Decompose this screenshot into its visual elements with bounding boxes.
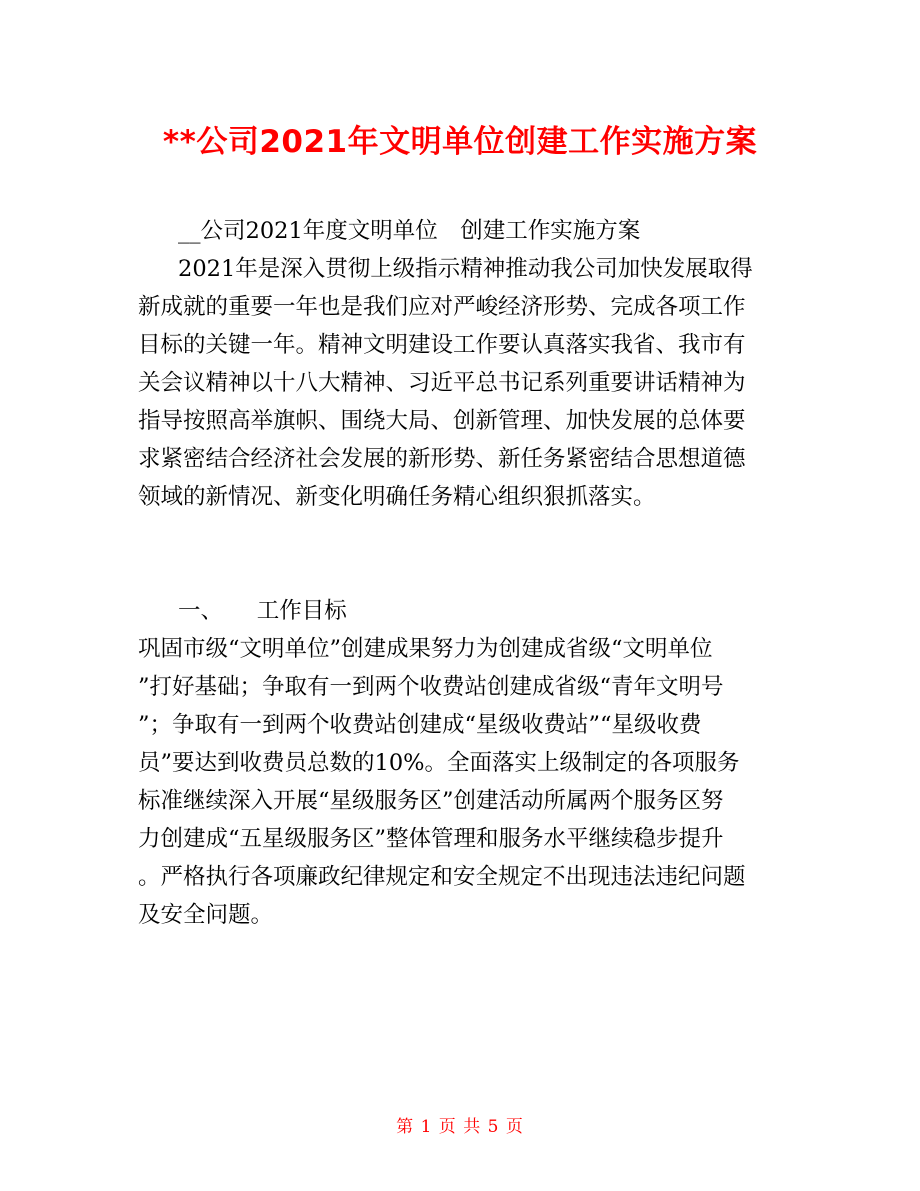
paragraph-line: 关会议精神以十八大精神、习近平总书记系列重要讲话精神为 [138, 370, 746, 396]
paragraph-line: 及安全问题。 [138, 902, 274, 928]
page-number-footer: 第 1 页 共 5 页 [396, 1117, 524, 1137]
paragraph-intro [138, 250, 786, 516]
paragraph-line: 目标的关键一年。精神文明建设工作要认真落实我省、我市有 [138, 332, 746, 358]
paragraph-line: 求紧密结合经济社会发展的新形势、新任务紧密结合思想道德 [138, 446, 746, 472]
paragraph-line: ”；争取有一到两个收费站创建成“星级收费站”“星级收费 [138, 712, 702, 738]
paragraph-line: 标准继续深入开展“星级服务区”创建活动所属两个服务区努 [138, 788, 724, 814]
paragraph-line: 。严格执行各项廉政纪律规定和安全规定不出现违法违纪问题 [138, 864, 746, 890]
document-subtitle: __公司2021年度文明单位 创建工作实施方案 [178, 218, 641, 244]
paragraph-line: 2021年是深入贯彻上级指示精神推动我公司加快发展取得 [178, 256, 753, 282]
paragraph-line: 力创建成“五星级服务区”整体管理和服务水平继续稳步提升 [138, 826, 724, 852]
paragraph-line: 巩固市级“文明单位”创建成果努力为创建成省级“文明单位 [138, 636, 713, 662]
paragraph-work-goals [138, 630, 786, 934]
section-heading-work-goals: 一、 工作目标 [178, 598, 347, 624]
paragraph-line: ”打好基础；争取有一到两个收费站创建成省级“青年文明号 [138, 674, 724, 700]
paragraph-line: 员”要达到收费员总数的10%。全面落实上级制定的各项服务 [138, 750, 740, 776]
paragraph-line: 指导按照高举旗帜、围绕大局、创新管理、加快发展的总体要 [138, 408, 746, 434]
document-title: **公司2021年文明单位创建工作实施方案 [162, 124, 758, 160]
paragraph-line: 新成就的重要一年也是我们应对严峻经济形势、完成各项工作 [138, 294, 746, 320]
paragraph-line: 领域的新情况、新变化明确任务精心组织狠抓落实。 [138, 484, 656, 510]
